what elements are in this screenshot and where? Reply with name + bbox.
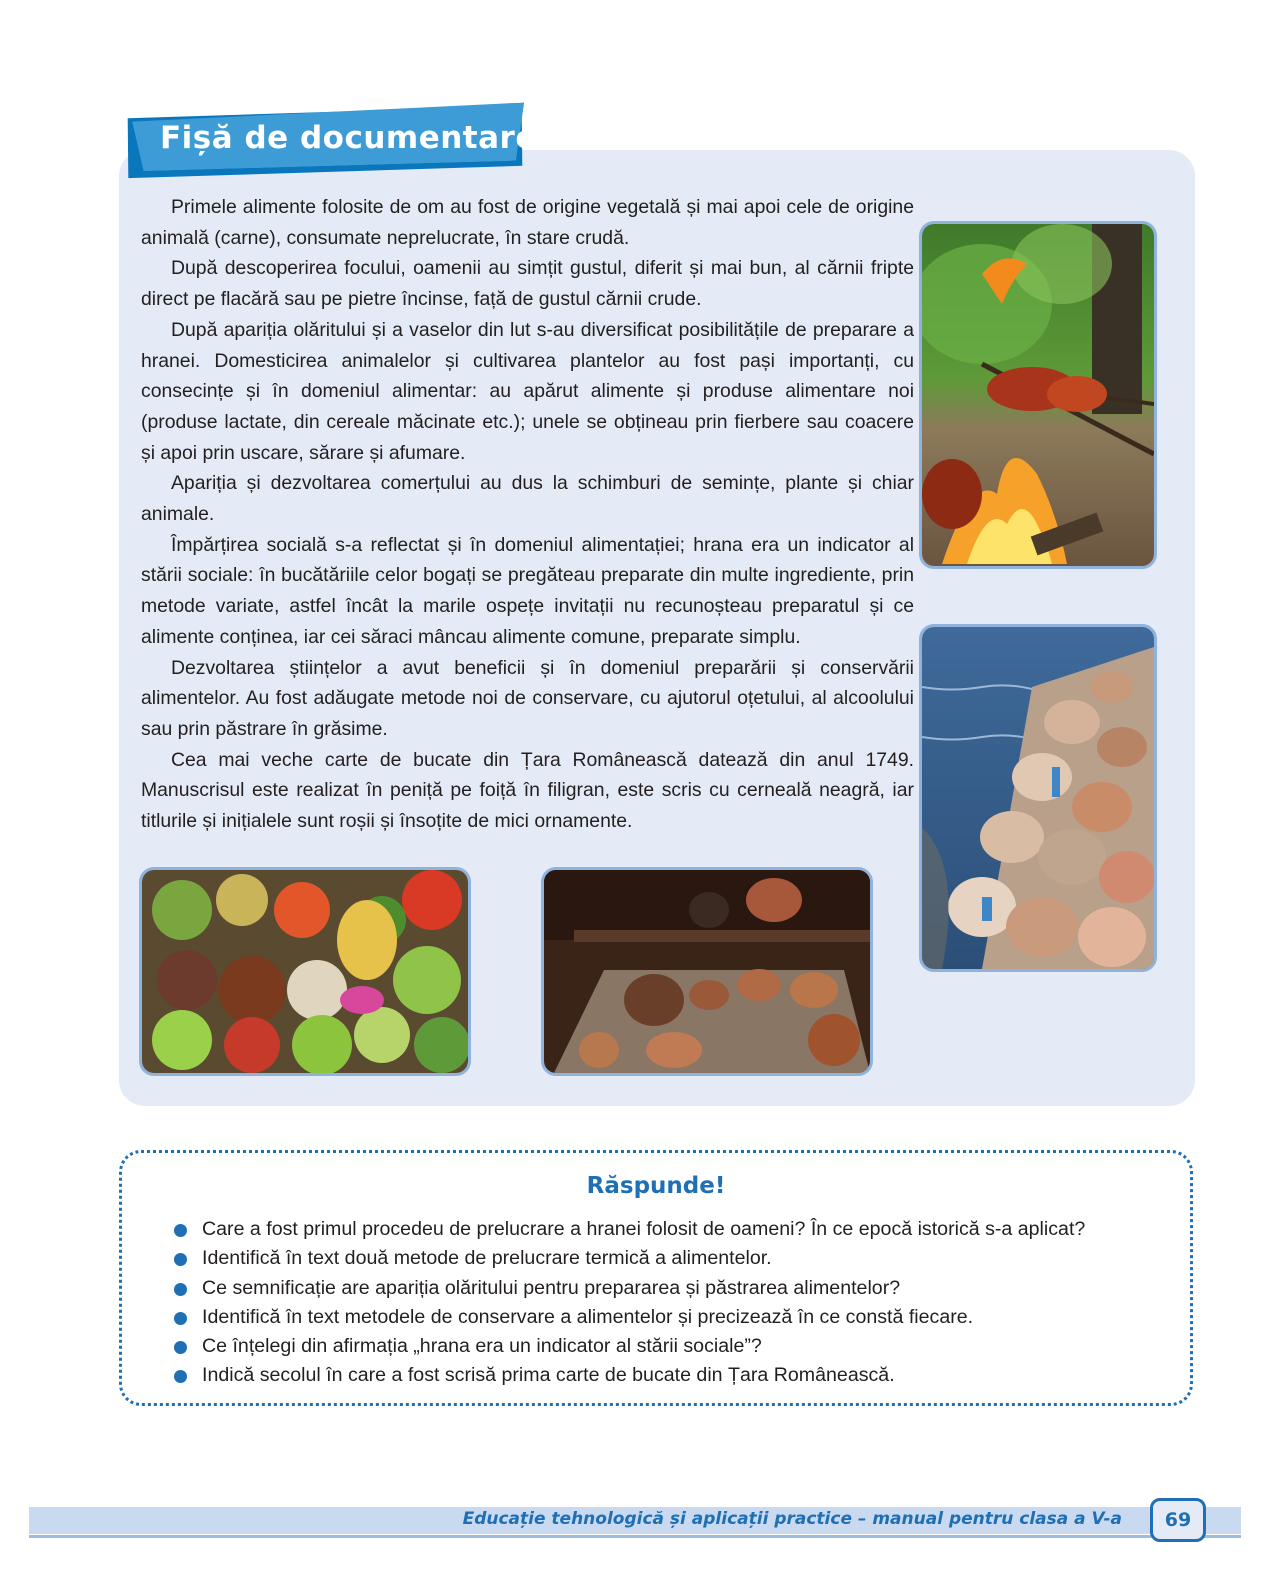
questions-list bbox=[170, 1215, 1085, 1391]
card-title: Fișă de documentare bbox=[160, 120, 537, 156]
bullet-icon bbox=[174, 1312, 187, 1325]
question-item bbox=[170, 1274, 1085, 1303]
card-text bbox=[141, 192, 914, 837]
question-text: Identifică în text două metode de prelucrare termică a alimentelor. bbox=[202, 1247, 772, 1270]
question-text: Ce înțelegi din afirmația „hrana era un indicator al stării sociale”? bbox=[202, 1335, 762, 1358]
bullet-icon bbox=[174, 1224, 187, 1237]
paragraph: Dezvoltarea științelor a avut beneficii și în domeniul preparării și conservării alimentelor. Au fost adăugate metode noi de conservare, cu ajutorul oțetului, al alcoolului sau prin păstrare în grăsime. bbox=[141, 656, 914, 740]
question-item bbox=[170, 1244, 1085, 1273]
bullet-icon bbox=[174, 1253, 187, 1266]
question-text: Ce semnificație are apariția olăritului pentru prepararea și păstrarea alimentelor? bbox=[202, 1276, 901, 1299]
bullet-icon bbox=[174, 1341, 187, 1354]
photo-fire-roasting bbox=[919, 221, 1157, 569]
question-text: Care a fost primul procedeu de prelucrare a hranei folosit de oameni? În ce epocă istorică s-a aplicat? bbox=[202, 1218, 1086, 1240]
paragraph: Primele alimente folosite de om au fost de origine vegetală și mai apoi cele de origine animală (carne), consumate neprelucrate, în stare crudă. bbox=[141, 196, 914, 249]
photo-vegetable-market bbox=[139, 867, 471, 1076]
page-number: 69 bbox=[1150, 1498, 1206, 1542]
question-item bbox=[170, 1215, 1085, 1244]
questions-title: Răspunde! bbox=[586, 1173, 726, 1199]
question-item bbox=[170, 1303, 1085, 1332]
paragraph: După descoperirea focului, oamenii au simțit gustul, diferit și mai bun, al cărnii fripte direct pe flacără sau pe pietre încinse, față de gustul cărnii crude. bbox=[141, 257, 914, 311]
bullet-icon bbox=[174, 1283, 187, 1296]
question-text: Indică secolul în care a fost scrisă prima carte de bucate din Țara Românească. bbox=[202, 1364, 895, 1387]
photo-clay-kitchen bbox=[541, 867, 873, 1076]
photo-clay-pots-shore bbox=[919, 624, 1157, 972]
footer-book-title: Educație tehnologică și aplicații practice – manual pentru clasa a V-a bbox=[462, 1509, 1122, 1529]
paragraph: Împărțirea socială s-a reflectat și în domeniul alimentației; hrana era un indicator al stării sociale: în bucătăriile celor bogați se pregăteau preparate din multe ingrediente, prin metode variate, astfel încât la marile ospețe invitații nu recunoșteau preparatul și ce alimente conținea, iar cei săraci mâncau alimente comune, preparate simplu. bbox=[141, 533, 914, 648]
paragraph: După apariția olăritului și a vaselor din lut s-au diversificat posibilitățile de preparare a hranei. Domesticirea animalelor și cultivarea plantelor au fost pași importanți, cu consecințe și în domeniul alimentar: au apărut alimente și produse alimentare noi (produse lactate, din cereale măcinate etc.); unele se obțineau prin fierbere sau coacere și apoi prin uscare, sărare și afumare. bbox=[141, 318, 914, 464]
footer-rule bbox=[29, 1535, 1241, 1538]
paragraph: Apariția și dezvoltarea comerțului au dus la schimburi de semințe, plante și chiar animale. bbox=[141, 472, 914, 526]
question-item bbox=[170, 1332, 1085, 1361]
paragraph: Cea mai veche carte de bucate din Țara Românească datează din anul 1749. Manuscrisul este realizat în peniță pe foiță în filigran, este scris cu cerneală neagră, iar titlurile și inițialele sunt roșii și însoțite de mici ornamente. bbox=[141, 748, 914, 833]
bullet-icon bbox=[174, 1370, 187, 1383]
question-item bbox=[170, 1361, 1085, 1390]
questions-box bbox=[119, 1150, 1193, 1406]
question-text: Identifică în text metodele de conservare a alimentelor și precizează în ce constă fiecare. bbox=[202, 1305, 974, 1328]
